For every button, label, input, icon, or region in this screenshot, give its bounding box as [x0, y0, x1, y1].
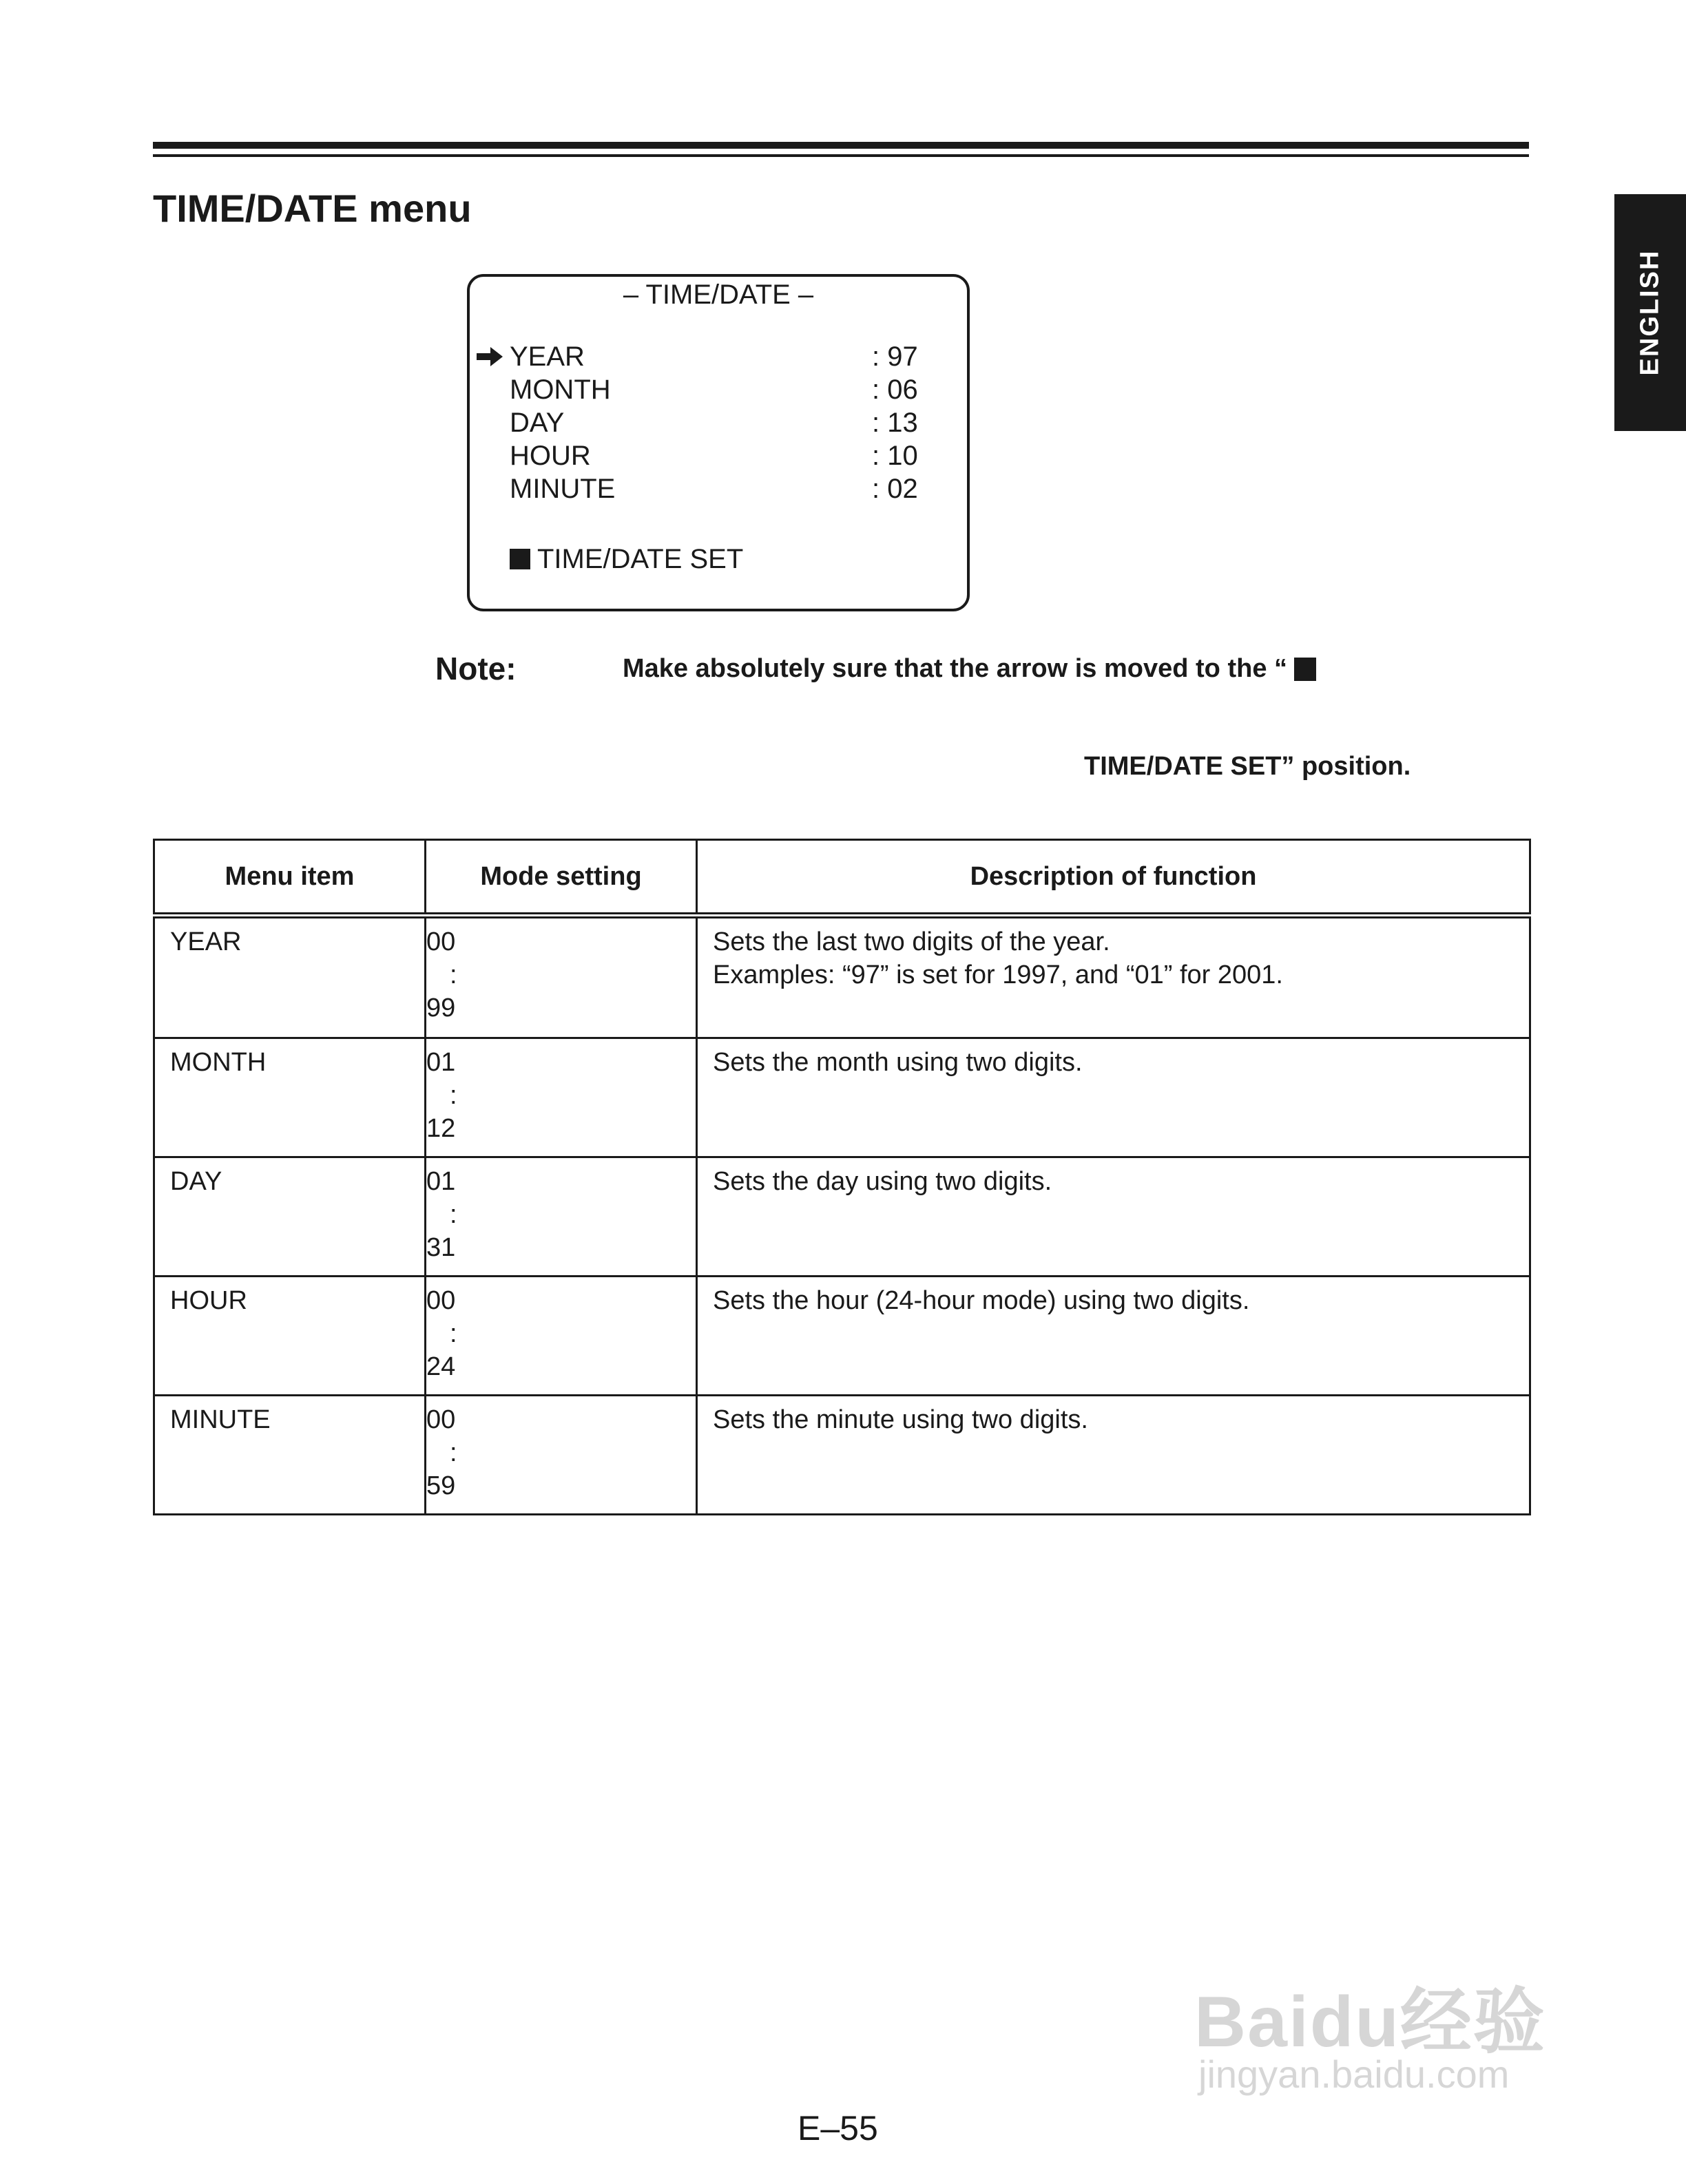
mode-separator: :	[450, 1319, 457, 1348]
description-cell	[697, 1277, 1530, 1396]
table-row-hour	[154, 1277, 1530, 1396]
mode-end: 24	[426, 1352, 456, 1381]
header-mode-setting: Mode setting	[426, 840, 697, 916]
mode-end: 31	[426, 1233, 456, 1262]
osd-item-label: YEAR	[510, 342, 585, 372]
mode-setting-cell	[426, 1157, 697, 1277]
menu-item-cell: YEAR	[154, 916, 426, 1038]
header-rule-thin	[153, 154, 1529, 157]
description-cell	[697, 1157, 1530, 1277]
description-cell	[697, 1038, 1530, 1157]
description-line: Examples: “97” is set for 1997, and “01” for 2001.	[713, 960, 1283, 989]
mode-start: 00	[426, 1405, 456, 1434]
osd-item-month	[510, 375, 923, 408]
mode-setting-cell	[426, 1038, 697, 1157]
black-square-icon	[510, 549, 530, 569]
osd-item-value: : 13	[872, 408, 918, 438]
note-text: Make absolutely sure that the arrow is moved to the “	[623, 654, 1288, 683]
language-tab	[1614, 194, 1686, 431]
osd-item-label: DAY	[510, 408, 565, 438]
osd-item-value: : 10	[872, 441, 918, 471]
mode-setting-cell	[426, 1277, 697, 1396]
mode-separator: :	[450, 1200, 457, 1229]
header-menu-item: Menu item	[154, 840, 426, 916]
page-number: E–55	[798, 2109, 878, 2148]
osd-item-label: MINUTE	[510, 474, 616, 504]
black-square-icon	[1294, 658, 1316, 681]
osd-item-value: : 02	[872, 474, 918, 504]
description-line: Sets the hour (24-hour mode) using two digits.	[713, 1286, 1250, 1315]
osd-set-label: TIME/DATE SET	[537, 544, 744, 574]
table-row-month	[154, 1038, 1530, 1157]
osd-title: – TIME/DATE –	[623, 280, 814, 310]
description-line: Sets the month using two digits.	[713, 1048, 1083, 1077]
watermark-logo: Baidu经验	[1194, 1982, 1546, 2062]
menu-item-cell: MONTH	[154, 1038, 426, 1157]
header-rule-thick	[153, 142, 1529, 149]
mode-end: 12	[426, 1114, 456, 1143]
note-label: Note:	[435, 651, 517, 686]
header-description: Description of function	[697, 840, 1530, 916]
osd-item-year	[510, 342, 923, 375]
time-date-osd-screen	[467, 274, 970, 611]
table-row-year	[154, 916, 1530, 1038]
note-text-line1	[623, 654, 1316, 684]
function-table	[153, 839, 1531, 1515]
mode-setting-cell	[426, 1396, 697, 1515]
right-arrow-icon	[477, 346, 504, 368]
mode-end: 99	[426, 994, 456, 1022]
table-header-row	[154, 840, 1530, 916]
note-text-line2: TIME/DATE SET” position.	[1084, 752, 1411, 781]
description-line: Sets the last two digits of the year.	[713, 927, 1110, 956]
mode-setting-cell	[426, 916, 697, 1038]
mode-start: 00	[426, 1286, 456, 1315]
watermark-url: jingyan.baidu.com	[1198, 2052, 1510, 2096]
menu-item-cell: MINUTE	[154, 1396, 426, 1515]
description-cell	[697, 916, 1530, 1038]
section-title: TIME/DATE menu	[153, 187, 472, 230]
description-cell	[697, 1396, 1530, 1515]
osd-item-label: HOUR	[510, 441, 591, 471]
osd-item-value: : 97	[872, 342, 918, 372]
language-tab-label: ENGLISH	[1635, 249, 1665, 376]
description-line: Sets the day using two digits.	[713, 1167, 1052, 1196]
mode-start: 01	[426, 1167, 456, 1196]
osd-item-minute	[510, 474, 923, 507]
menu-item-cell: HOUR	[154, 1277, 426, 1396]
osd-item-hour	[510, 441, 923, 474]
osd-item-label: MONTH	[510, 375, 611, 405]
mode-start: 00	[426, 927, 456, 956]
mode-start: 01	[426, 1048, 456, 1077]
description-line: Sets the minute using two digits.	[713, 1405, 1088, 1434]
osd-item-value: : 06	[872, 375, 918, 405]
osd-item-day	[510, 408, 923, 441]
table-row-day	[154, 1157, 1530, 1277]
table-row-minute	[154, 1396, 1530, 1515]
mode-separator: :	[450, 1438, 457, 1467]
osd-time-date-set	[510, 544, 743, 575]
mode-separator: :	[450, 960, 457, 989]
mode-end: 59	[426, 1471, 456, 1500]
menu-item-cell: DAY	[154, 1157, 426, 1277]
mode-separator: :	[450, 1081, 457, 1110]
